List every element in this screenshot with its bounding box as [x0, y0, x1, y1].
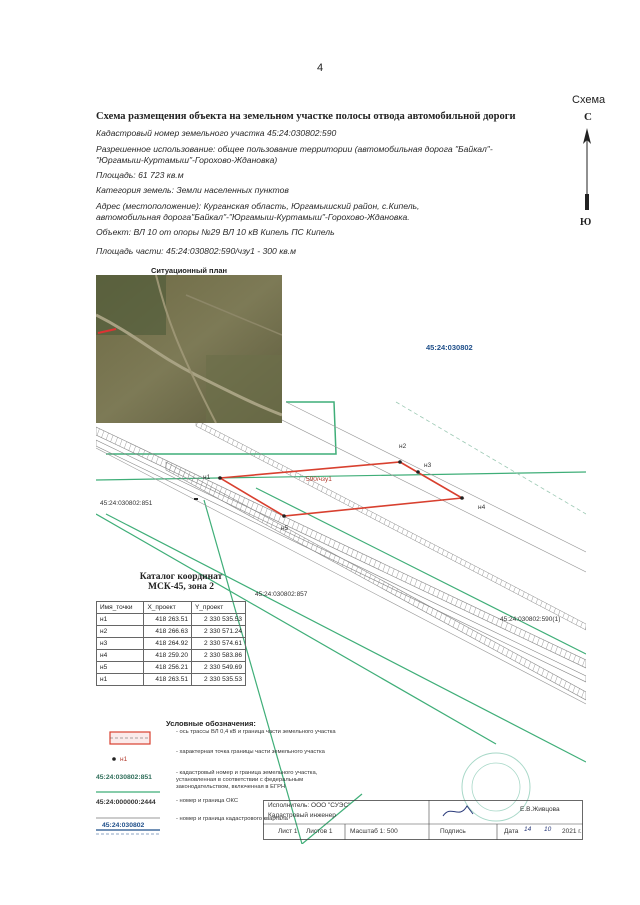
table-cell: 2 330 571.24 — [191, 626, 245, 638]
document-title: Схема размещения объекта на земельном участке полосы отвода автомобильной дороги — [96, 111, 516, 122]
meta-line: Площадь: 61 723 кв.м — [96, 170, 184, 180]
meta-line: Адрес (местоположение): Курганская область, Юргамышский район, с.Кипель, — [96, 201, 420, 211]
parcel-label: 45:24:030802:857 — [255, 591, 308, 598]
parcel-boundary — [96, 472, 586, 480]
sheet-number: Лист 1 — [278, 828, 298, 835]
meta-line: "Юргамыш-Куртамыш"-Горохово-Ждановка) — [96, 155, 278, 165]
axis-line — [396, 402, 586, 514]
table-row — [97, 614, 246, 626]
road-hatch — [196, 420, 586, 630]
situation-plan-image — [96, 275, 282, 423]
compass-arrow-icon — [581, 124, 593, 216]
parcel-label: 45:24:030802:590(1) — [500, 616, 561, 623]
executor-label: Исполнитель: ООО "СУЭС" — [268, 802, 351, 809]
parcel-label: 45:24:030802:851 — [100, 500, 153, 507]
parcel-boundary — [256, 488, 586, 654]
compass-south-label: Ю — [580, 217, 592, 228]
small-marker — [194, 498, 198, 500]
point-label: н2 — [399, 443, 407, 450]
table-row — [97, 650, 246, 662]
legend-point-label: н1 — [120, 756, 128, 763]
table-cell: 418 266.63 — [144, 626, 192, 638]
date-day: 14 — [524, 826, 532, 833]
point-label: н3 — [424, 462, 432, 469]
compass-north-label: С — [584, 111, 592, 123]
engineer-label: Кадастровый инженер — [268, 812, 336, 819]
table-cell: н1 — [97, 674, 144, 686]
table-cell: 418 263.51 — [144, 614, 192, 626]
legend-code: 45:24:030802:851 — [96, 774, 152, 781]
date-month: 10 — [544, 826, 552, 833]
legend-code: 45:24:030802 — [102, 822, 145, 829]
date-year: 2021 г. — [562, 828, 582, 835]
table-cell: 2 330 583.86 — [191, 650, 245, 662]
table-header-row — [97, 602, 246, 614]
table-row — [97, 626, 246, 638]
page-number: 4 — [316, 62, 324, 74]
coordinates-table — [96, 601, 246, 686]
catalog-title-line: Каталог координат — [139, 572, 223, 582]
point-marker — [218, 476, 222, 480]
legend-item: - характерная точка границы части земельного участка — [176, 749, 325, 755]
table-cell: 418 263.51 — [144, 674, 192, 686]
meta-line: автомобильная дорога"Байкал"-"Юргамыш-Куртамыш"-Горохово-Ждановка. — [96, 212, 410, 222]
table-cell: н3 — [97, 638, 144, 650]
point-marker — [398, 460, 402, 464]
table-cell: 2 330 549.69 — [191, 662, 245, 674]
situation-plan-title: Ситуационный план — [150, 266, 228, 275]
point-label: н1 — [203, 474, 211, 481]
meta-line: Категория земель: Земли населенных пунктов — [96, 185, 289, 195]
meta-line: Объект: ВЛ 10 от опоры №29 ВЛ 10 кВ Кипель ПС Кипель — [96, 227, 335, 237]
meta-line: Кадастровый номер земельного участка 45:24:030802:590 — [96, 128, 337, 138]
part-label: 590/чзу1 — [306, 476, 332, 483]
scale-label: Масштаб 1: 500 — [350, 828, 398, 835]
sheet-count: Листов 1 — [306, 828, 333, 835]
point-label: н5 — [281, 525, 289, 532]
meta-line: Площадь части: 45:24:030802:590/чзу1 - 300 кв.м — [96, 246, 297, 256]
column-header: Имя_точки — [97, 602, 144, 614]
point-marker — [460, 496, 464, 500]
parcel-label: 45:24:030802 — [426, 343, 473, 352]
table-cell: н1 — [97, 614, 144, 626]
table-cell: н4 — [97, 650, 144, 662]
table-cell: н2 — [97, 626, 144, 638]
legend-item: - кадастровый номер и граница земельного участка, установленная в соответствии с федеральным законодательством, включенная в ЕГРН — [176, 770, 318, 790]
table-cell: 418 264.92 — [144, 638, 192, 650]
legend-item: - номер и граница ОКС — [176, 798, 239, 804]
column-header: X_проект — [144, 602, 192, 614]
signature-label: Подпись — [440, 828, 466, 835]
table-cell: 2 330 535.53 — [191, 614, 245, 626]
table-cell: 418 256.21 — [144, 662, 192, 674]
table-cell: 2 330 535.53 — [191, 674, 245, 686]
legend-point — [112, 757, 116, 761]
catalog-title-line: МСК-45, зона 2 — [148, 582, 214, 592]
table-row — [97, 662, 246, 674]
table-row — [97, 638, 246, 650]
legend-title: Условные обозначения: — [166, 719, 256, 728]
meta-line: Разрешенное использование: общее пользование территории (автомобильная дорога "Байкал"- — [96, 144, 493, 154]
legend-code: 45:24:000000:2444 — [96, 799, 156, 806]
legend-item: - ось трассы ВЛ 0,4 кВ и граница части земельного участка — [176, 729, 336, 735]
table-cell: 2 330 574.61 — [191, 638, 245, 650]
catalog-title — [96, 572, 266, 592]
point-marker — [416, 470, 420, 474]
date-label: Дата — [504, 828, 519, 835]
column-header: Y_проект — [191, 602, 245, 614]
engineer-name: Е.В.Живцова — [520, 806, 560, 813]
point-label: н4 — [478, 504, 486, 511]
table-cell: н5 — [97, 662, 144, 674]
legend-item: - номер и граница кадастрового квартала — [176, 816, 288, 822]
table-row — [97, 674, 246, 686]
point-marker — [282, 514, 286, 518]
road-edge — [246, 402, 586, 572]
table-cell: 418 259.20 — [144, 650, 192, 662]
side-caption: Схема — [572, 94, 606, 106]
